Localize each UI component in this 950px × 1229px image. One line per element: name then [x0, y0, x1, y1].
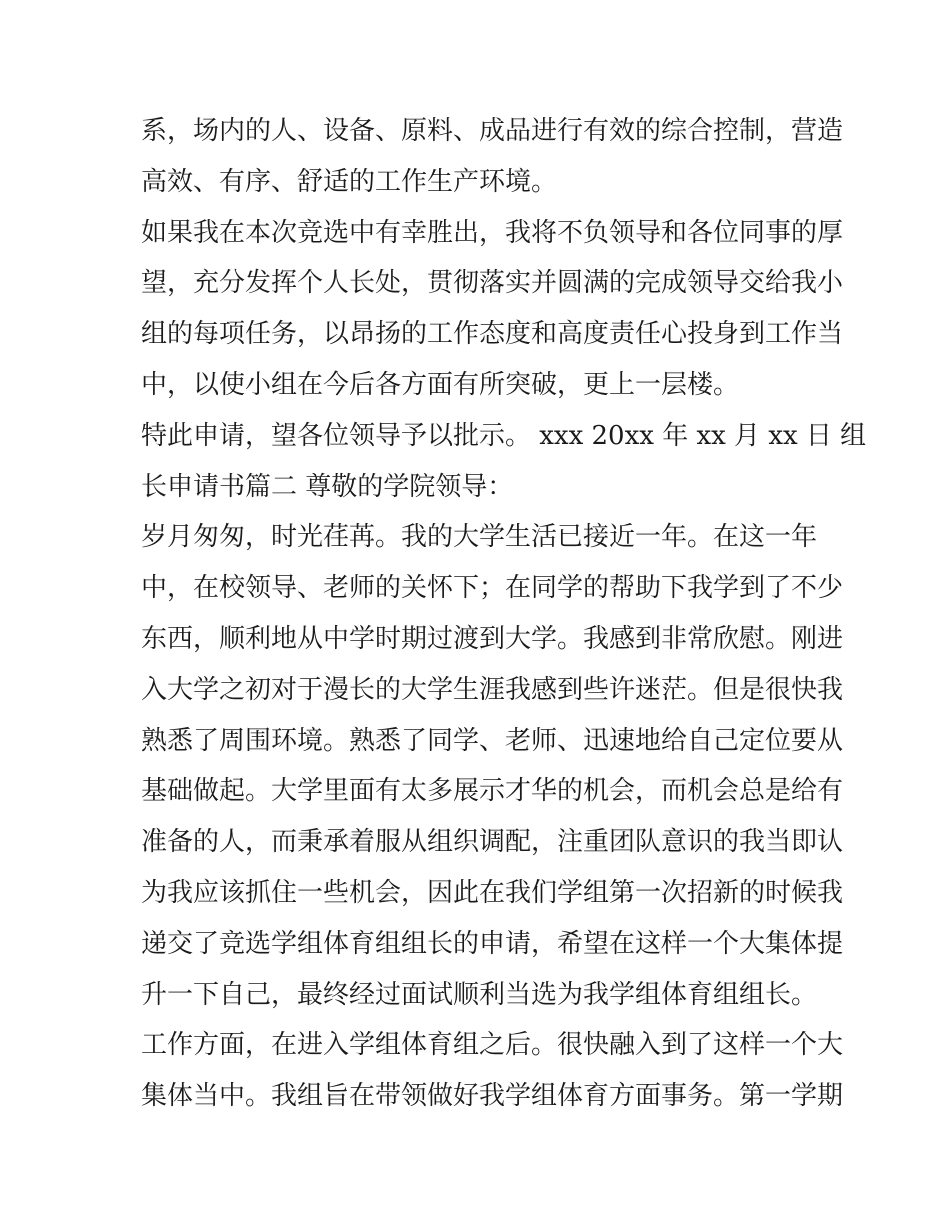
text-line: 升一下自己，最终经过面试顺利当选为我学组体育组组长。 [141, 979, 818, 1010]
text-line: 高效、有序、舒适的工作生产环境。 [141, 166, 558, 197]
text-line: 长申请书篇二 尊敬的学院领导： [141, 471, 514, 502]
text-line: 组的每项任务，以昂扬的工作态度和高度责任心投身到工作当 [141, 319, 844, 350]
text-line: 望，充分发挥个人长处，贯彻落实并圆满的完成领导交给我小 [141, 268, 844, 299]
text-line: 特此申请，望各位领导予以批示。 xxx 20xx 年 xx 月 xx 日 组 [141, 420, 867, 451]
text-line: 工作方面，在进入学组体育组之后。很快融入到了这样一个大 [141, 1030, 844, 1061]
text-line: 递交了竞选学组体育组组长的申请，希望在这样一个大集体提 [141, 928, 844, 959]
text-line: 基础做起。大学里面有太多展示才华的机会，而机会总是给有 [141, 776, 844, 807]
text-line: 入大学之初对于漫长的大学生涯我感到些许迷茫。但是很快我 [141, 674, 844, 705]
text-line: 中，以使小组在今后各方面有所突破，更上一层楼。 [141, 370, 740, 400]
text-line: 东西，顺利地从中学时期过渡到大学。我感到非常欣慰。刚进 [141, 624, 844, 654]
text-line: 集体当中。我组旨在带领做好我学组体育方面事务。第一学期 [141, 1081, 844, 1112]
text-line: 准备的人，而秉承着服从组织调配，注重团队意识的我当即认 [141, 827, 844, 858]
text-line: 中，在校领导、老师的关怀下；在同学的帮助下我学到了不少 [141, 573, 844, 604]
text-line: 岁月匆匆，时光荏苒。我的大学生活已接近一年。在这一年 [141, 522, 818, 553]
text-line: 为我应该抓住一些机会，因此在我们学组第一次招新的时候我 [141, 878, 844, 908]
text-line: 如果我在本次竞选中有幸胜出，我将不负领导和各位同事的厚 [141, 217, 844, 248]
text-line: 熟悉了周围环境。熟悉了同学、老师、迅速地给自己定位要从 [141, 725, 844, 756]
text-line: 系，场内的人、设备、原料、成品进行有效的综合控制，营造 [141, 116, 844, 146]
